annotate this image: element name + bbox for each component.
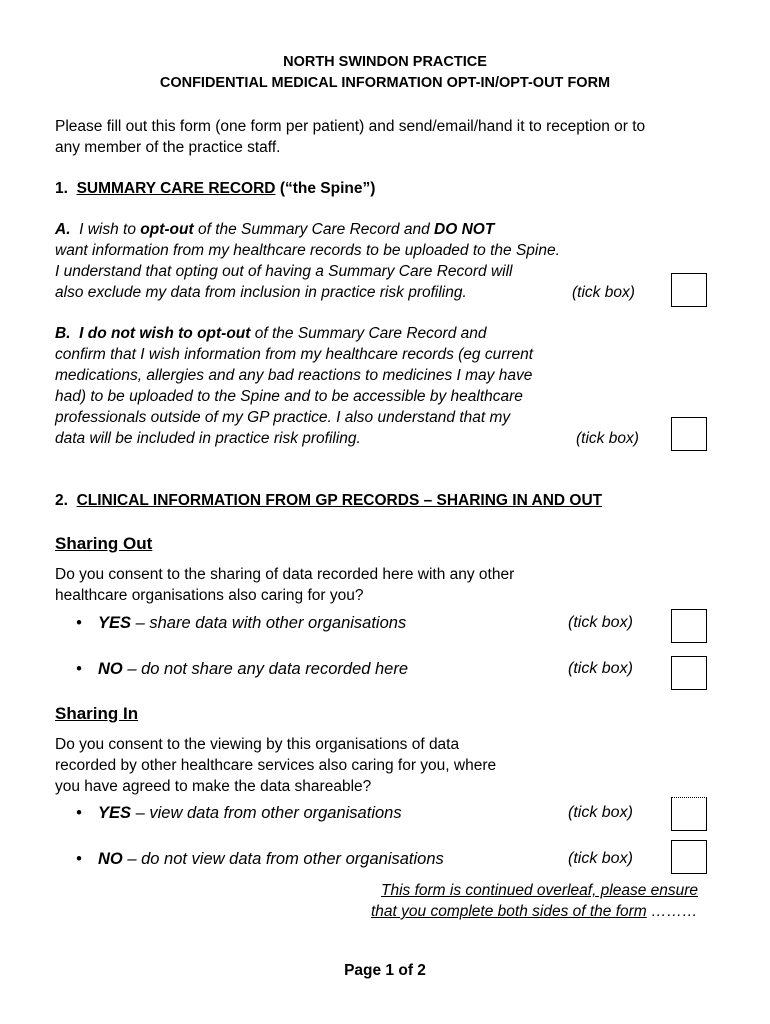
- option-a-tick-label: (tick box): [572, 284, 635, 301]
- section-1-number: 1.: [55, 180, 68, 197]
- sharing-out-no-text: – do not share any data recorded here: [122, 660, 409, 678]
- bullet: •: [76, 804, 82, 822]
- continued-note-line-2: [371, 901, 698, 922]
- option-b-line-4: had) to be uploaded to the Spine and to be accessible by healthcare: [55, 388, 523, 405]
- sharing-out-question-1: Do you consent to the sharing of data recorded here with any other: [55, 566, 515, 583]
- option-a-letter: A.: [55, 221, 71, 238]
- sharing-out-heading: Sharing Out: [55, 534, 153, 553]
- sharing-in-yes-option: [76, 804, 402, 823]
- sharing-out-yes-tick-label: (tick box): [568, 614, 633, 631]
- bullet: •: [76, 660, 82, 678]
- form-title: CONFIDENTIAL MEDICAL INFORMATION OPT-IN/OPT-OUT FORM: [159, 75, 611, 91]
- option-b-letter: B.: [55, 325, 71, 342]
- option-b-tick-label: (tick box): [576, 430, 639, 447]
- option-b-line-1: [55, 323, 487, 344]
- section-1-heading: [55, 178, 375, 199]
- sharing-out-no-option: [76, 660, 408, 679]
- sharing-in-yes-checkbox[interactable]: [671, 797, 707, 831]
- practice-name: NORTH SWINDON PRACTICE: [283, 54, 487, 70]
- sharing-out-yes-text: – share data with other organisations: [131, 614, 407, 632]
- option-a-do-not: DO NOT: [434, 221, 495, 238]
- sharing-in-no-option: [76, 850, 444, 869]
- section-2-title: CLINICAL INFORMATION FROM GP RECORDS – SHARING IN AND OUT: [76, 492, 603, 509]
- sharing-out-yes-option: [76, 614, 406, 633]
- sharing-in-heading: Sharing In: [55, 704, 139, 723]
- continued-note-text: that you complete both sides of the form: [371, 903, 647, 920]
- sharing-out-no-label: NO: [98, 660, 123, 678]
- option-a-opt-out: opt-out: [140, 221, 194, 238]
- intro-line-1: Please fill out this form (one form per patient) and send/email/hand it to reception or to: [55, 118, 646, 135]
- sharing-out-yes-checkbox[interactable]: [671, 609, 707, 643]
- sharing-in-no-tick-label: (tick box): [568, 850, 633, 867]
- option-a-text-mid: of the Summary Care Record and: [193, 221, 435, 238]
- section-1-title: SUMMARY CARE RECORD: [76, 180, 276, 197]
- bullet: •: [76, 850, 82, 868]
- continued-note-ellipsis: ………: [646, 903, 698, 920]
- option-b-line-3: medications, allergies and any bad reactions to medicines I may have: [55, 367, 533, 384]
- page-number: Page 1 of 2: [344, 962, 426, 979]
- sharing-in-question-1: Do you consent to the viewing by this organisations of data: [55, 736, 460, 753]
- sharing-in-yes-label: YES: [98, 804, 132, 822]
- sharing-out-yes-label: YES: [98, 614, 132, 632]
- sharing-in-question-2: recorded by other healthcare services also caring for you, where: [55, 757, 497, 774]
- option-a-line-1: [55, 219, 494, 240]
- section-2-heading: [55, 490, 602, 511]
- continued-note-line-1: This form is continued overleaf, please ensure: [381, 882, 699, 899]
- option-a-line-4: also exclude my data from inclusion in practice risk profiling.: [55, 284, 467, 301]
- option-b-checkbox[interactable]: [671, 417, 707, 451]
- section-1-suffix: (“the Spine”): [279, 180, 376, 197]
- sharing-in-no-checkbox[interactable]: [671, 840, 707, 874]
- option-b-line-2: confirm that I wish information from my healthcare records (eg current: [55, 346, 534, 363]
- sharing-in-no-text: – do not view data from other organisations: [122, 850, 444, 868]
- sharing-in-yes-tick-label: (tick box): [568, 804, 633, 821]
- sharing-in-question-3: you have agreed to make the data shareable?: [55, 778, 372, 795]
- sharing-in-yes-text: – view data from other organisations: [131, 804, 402, 822]
- sharing-out-no-tick-label: (tick box): [568, 660, 633, 677]
- bullet: •: [76, 614, 82, 632]
- option-b-text: of the Summary Care Record and: [250, 325, 487, 342]
- sharing-out-no-checkbox[interactable]: [671, 656, 707, 690]
- option-a-line-2: want information from my healthcare records to be uploaded to the Spine.: [55, 242, 560, 259]
- sharing-out-question-2: healthcare organisations also caring for you?: [55, 587, 364, 604]
- intro-line-2: any member of the practice staff.: [55, 139, 281, 156]
- option-b-line-5: professionals outside of my GP practice. I also understand that my: [55, 409, 511, 426]
- option-a-line-3: I understand that opting out of having a Summary Care Record will: [55, 263, 513, 280]
- sharing-in-no-label: NO: [98, 850, 123, 868]
- option-a-text: I wish to: [79, 221, 141, 238]
- option-a-checkbox[interactable]: [671, 273, 707, 307]
- section-2-number: 2.: [55, 492, 68, 509]
- option-b-bold: I do not wish to opt-out: [79, 325, 251, 342]
- option-b-line-6: data will be included in practice risk profiling.: [55, 430, 361, 447]
